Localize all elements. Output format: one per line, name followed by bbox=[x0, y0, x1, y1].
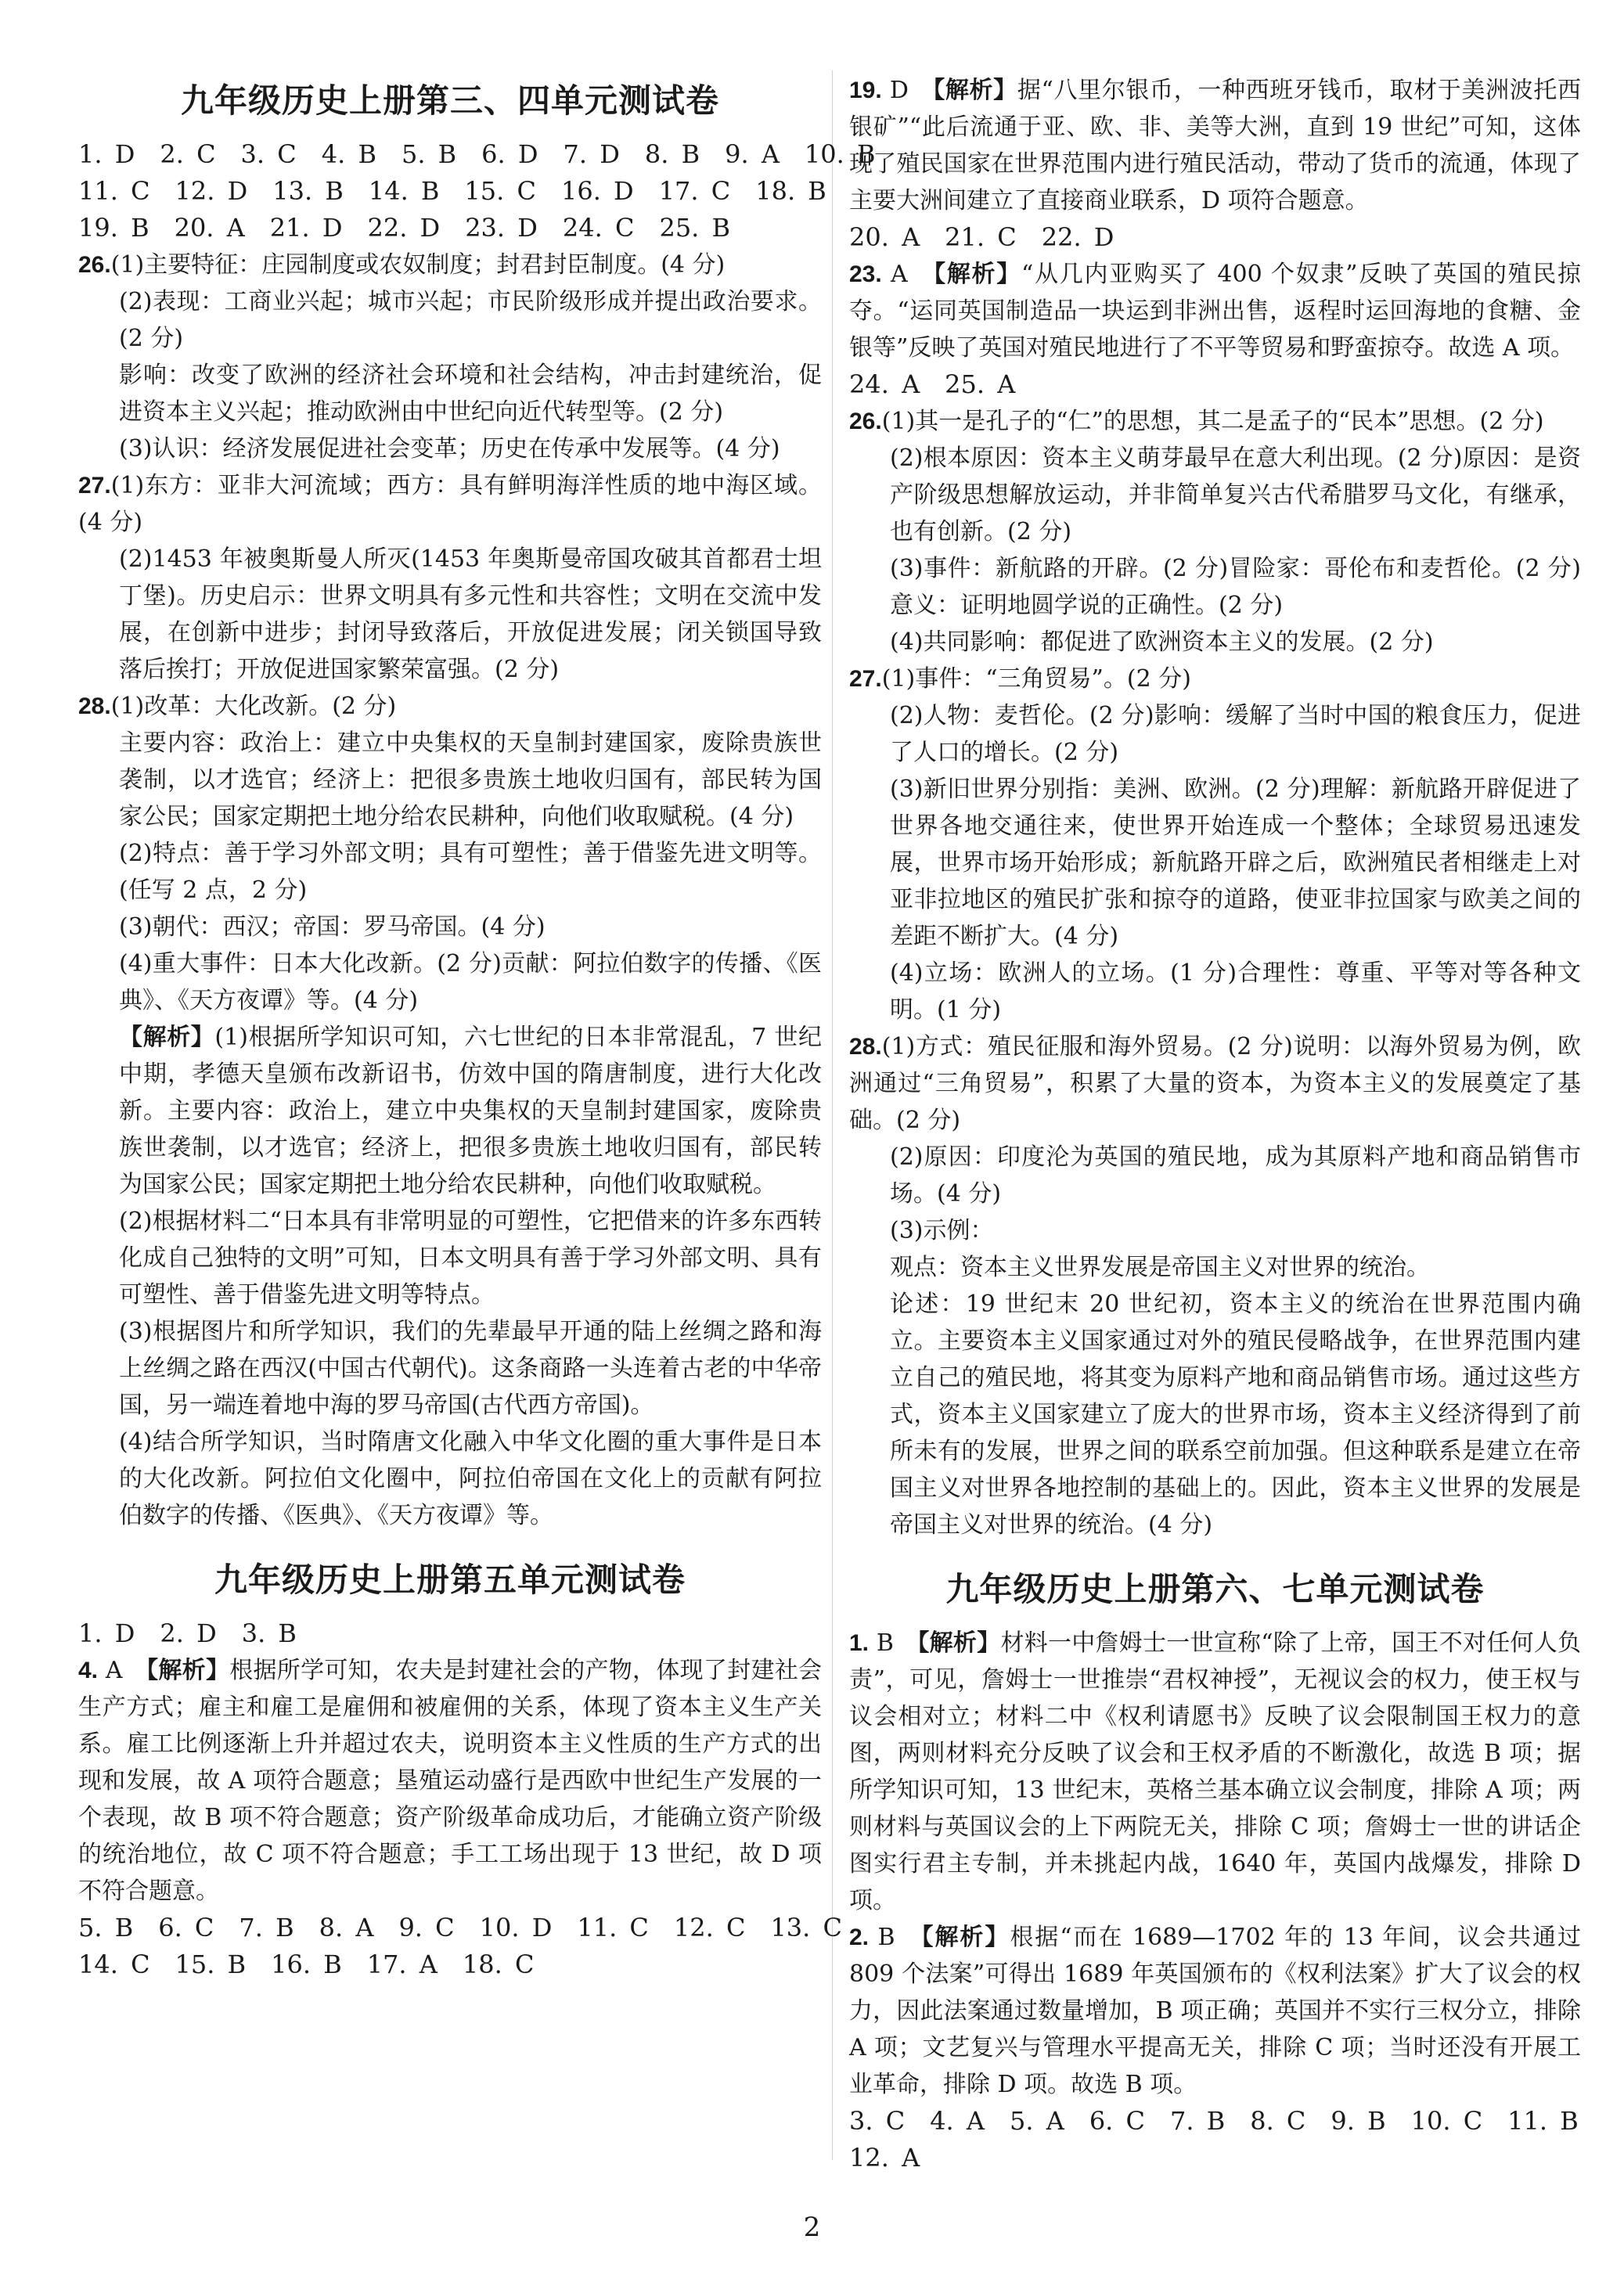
answer-row: 1. D 2. C 3. C 4. B 5. B 6. D 7. D 8. B 9. A 10. B bbox=[78, 139, 876, 169]
analysis-paragraph bbox=[78, 1019, 822, 1203]
section-title-unit-5: 九年级历史上册第五单元测试卷 bbox=[214, 1561, 686, 1599]
answer-line: (1)东方：亚非大河流域；西方：具有鲜明海洋性质的地中海区域。(4 分) bbox=[78, 472, 822, 536]
answer-line: 主要内容：政治上：建立中央集权的天皇制封建国家，废除贵族世袭制，以才选官；经济上：把很多贵族土地收归国有，部民转为国家公民；国家定期把土地分给农民耕种，向他们收取赋税。(4 分) bbox=[119, 729, 822, 830]
question-4 bbox=[78, 1652, 822, 1910]
answer-row: 12. A bbox=[849, 2143, 920, 2173]
answer-row: 24. A 25. A bbox=[849, 369, 1016, 399]
analysis-label: 【解析】 bbox=[933, 77, 1017, 104]
answer-line: (4)立场：欧洲人的立场。(1 分)合理性：尊重、平等对等各种文明。(1 分) bbox=[890, 959, 1581, 1024]
question-1 bbox=[849, 1625, 1581, 1919]
answer-line: (1)其一是孔子的“仁”的思想，其二是孟子的“民本”思想。(2 分) bbox=[881, 408, 1544, 435]
section-title-unit-3-4: 九年级历史上册第三、四单元测试卷 bbox=[180, 81, 719, 120]
answer-line: 论述：19 世纪末 20 世纪初，资本主义的统治在世界范围内确立。主要资本主义国家通过对外的殖民侵略战争，在世界范围内建立自己的殖民地，将其变为原料产地和商品销售市场。通过这些方式，资本主义国家建立了庞大的世界市场，资本主义经济得到了前所未有的发展，世界之间的联系空前加强。但这种联系是建立在帝国主义对世界各地控制的基础上的。因此，资本主义世界的发展是帝国主义对世界的统治。(4 分) bbox=[890, 1291, 1581, 1539]
question-number: 28. bbox=[849, 1034, 882, 1060]
answer-line: (1)事件：“三角贸易”。(2 分) bbox=[881, 665, 1191, 693]
answer-line: (2)原因：印度沦为英国的殖民地，成为其原料产地和商品销售市场。(4 分) bbox=[890, 1143, 1581, 1208]
answer-line: (3)示例： bbox=[890, 1217, 994, 1244]
question-number: 4. bbox=[78, 1658, 99, 1683]
answer-line: (3)认识：经济发展促进社会变革；历史在传承中发展等。(4 分) bbox=[119, 435, 780, 463]
question-number: 26. bbox=[849, 409, 882, 434]
question-2 bbox=[849, 1919, 1581, 2103]
answer-row: 1. D 2. D 3. B bbox=[78, 1618, 297, 1648]
question-26 bbox=[78, 247, 822, 467]
question-27-right bbox=[849, 661, 1581, 1028]
analysis-paragraph: (3)根据图片和所学知识，我们的先辈最早开通的陆上丝绸之路和海上丝绸之路在西汉(中国古代朝代)。这条商路一头连着古老的中华帝国，另一端连着地中海的罗马帝国(古代西方帝国)。 bbox=[119, 1318, 822, 1419]
analysis-label: 【解析】 bbox=[921, 1924, 1010, 1951]
column-divider bbox=[832, 70, 833, 2160]
analysis-text: 根据所学可知，农夫是封建社会的产物，体现了封建社会生产方式；雇主和雇工是雇佣和被雇佣的关系，体现了资本主义生产关系。雇工比例逐渐上升并超过农夫，说明资本主义性质的生产方式的出现和发展，故 A 项符合题意；垦殖运动盛行是西欧中世纪生产发展的一个表现，故 B 项不符合题意；资产阶级革命成功后，才能确立资产阶级的统治地位，故 C 项不符合题意；手工工场出现于 13 世纪，故 D 项不符合题意。 bbox=[78, 1657, 823, 1905]
answer-line: 影响：改变了欧洲的经济社会环境和社会结构，冲击封建统治，促进资本主义兴起；推动欧洲由中世纪向近代转型等。(2 分) bbox=[119, 362, 822, 426]
section-title-unit-6-7: 九年级历史上册第六、七单元测试卷 bbox=[945, 1570, 1485, 1608]
analysis-paragraph: (4)结合所学知识，当时隋唐文化融入中华文化圈的重大事件是日本的大化改新。阿拉伯文化圈中，阿拉伯帝国在文化上的贡献有阿拉伯数字的传播、《医典》、《天方夜谭》等。 bbox=[119, 1428, 822, 1529]
question-number: 1. bbox=[849, 1630, 870, 1656]
answer-row: 20. A 21. C 22. D bbox=[849, 222, 1114, 252]
question-number: 23. bbox=[849, 261, 882, 287]
analysis-label: 【解析】 bbox=[917, 1629, 1001, 1657]
analysis-label: 【解析】 bbox=[119, 1024, 215, 1051]
question-27 bbox=[78, 467, 822, 688]
analysis-text: 根据“而在 1689—1702 年的 13 年间，议会共通过 809 个法案”可得出 1689 年英国颁布的《权利法案》扩大了议会的权力，因此法案通过数量增加，B 项正确；英国并不实行三权分立，排除 A 项；文艺复兴与管理水平提高无关，排除 C 项；当时还没有开展工业革命，排除 D 项。故选 B 项。 bbox=[849, 1924, 1581, 2098]
answer-line: (1)主要特征：庄园制度或农奴制度；封君封臣制度。(4 分) bbox=[110, 251, 726, 279]
answer-choice: B bbox=[869, 1629, 918, 1657]
analysis-label: 【解析】 bbox=[934, 261, 1022, 288]
answer-row: 3. C 4. A 5. A 6. C 7. B 8. C 9. B 10. C 11. B bbox=[849, 2106, 1579, 2136]
answer-line: (4)共同影响：都促进了欧洲资本主义的发展。(2 分) bbox=[890, 628, 1434, 656]
question-28 bbox=[78, 688, 822, 1534]
page-number: 2 bbox=[803, 2212, 821, 2243]
answer-choice: D bbox=[881, 77, 934, 104]
left-column bbox=[78, 75, 876, 1983]
question-number: 27. bbox=[78, 473, 111, 499]
answer-choice: A bbox=[98, 1657, 147, 1684]
answer-row: 11. C 12. D 13. B 14. B 15. C 16. D 17. C 18. B bbox=[78, 176, 826, 206]
answer-line: (3)新旧世界分别指：美洲、欧洲。(2 分)理解：新航路开辟促进了世界各地交通往来，使世界开始连成一个整体；全球贸易迅速发展，世界市场开始形成；新航路开辟之后，欧洲殖民者相继走上对亚非拉地区的殖民扩张和掠夺的道路，使亚非拉国家与欧美之间的差距不断扩大。(4 分) bbox=[890, 776, 1581, 950]
right-column bbox=[849, 72, 1581, 2176]
question-number: 26. bbox=[78, 252, 111, 278]
answer-line: (3)事件：新航路的开辟。(2 分)冒险家：哥伦布和麦哲伦。(2 分)意义：证明地圆学说的正确性。(2 分) bbox=[890, 555, 1581, 619]
answer-line: 观点：资本主义世界发展是帝国主义对世界的统治。 bbox=[890, 1254, 1430, 1281]
answer-line: (3)朝代：西汉；帝国：罗马帝国。(4 分) bbox=[119, 913, 546, 941]
answer-line: (2)特点：善于学习外部文明；具有可塑性；善于借鉴先进文明等。(任写 2 点，2 分) bbox=[119, 840, 822, 904]
analysis-label: 【解析】 bbox=[146, 1657, 230, 1684]
answer-line: (4)重大事件：日本大化改新。(2 分)贡献：阿拉伯数字的传播、《医典》、《天方夜谭》等。(4 分) bbox=[119, 950, 822, 1014]
answers-unit-3-4 bbox=[78, 136, 876, 247]
answer-choice: A bbox=[881, 261, 934, 288]
analysis-text: 据“八里尔银币，一种西班牙钱币，取材于美洲波托西银矿”“此后流通于亚、欧、非、美等大洲，直到 19 世纪”可知，这体现了殖民国家在世界范围内进行殖民活动，带动了货币的流通，体现了主要大洲间建立了直接商业联系，D 项符合题意。 bbox=[849, 77, 1582, 214]
question-19 bbox=[849, 72, 1581, 219]
answer-choice: B bbox=[869, 1924, 922, 1951]
analysis-text: “从几内亚购买了 400 个奴隶”反映了英国的殖民掠夺。“运同英国制造品一块运到非洲出售，返程时运回海地的食糖、金银等”反映了英国对殖民地进行了不平等贸易和野蛮掠夺。故选 A 项。 bbox=[849, 261, 1582, 362]
analysis-text: 材料一中詹姆士一世宣称“除了上帝，国王不对任何人负责”，可见，詹姆士一世推崇“君权神授”，无视议会的权力，使王权与议会相对立；材料二中《权利请愿书》反映了议会限制国王权力的意图，两则材料充分反映了议会和王权矛盾的不断激化，故选 B 项；据所学知识可知，13 世纪末，英格兰基本确立议会制度，排除 A 项；两则材料与英国议会的上下两院无关，排除 C 项；詹姆士一世的讲话企图实行君主专制，并未挑起内战，1640 年，英国内战爆发，排除 D 项。 bbox=[849, 1629, 1581, 1914]
question-number: 28. bbox=[78, 693, 111, 719]
answer-line: (2)人物：麦哲伦。(2 分)影响：缓解了当时中国的粮食压力，促进了人口的增长。(2 分) bbox=[890, 702, 1581, 766]
question-23 bbox=[849, 256, 1581, 366]
question-number: 27. bbox=[849, 666, 882, 692]
answer-line: (1)改革：大化改新。(2 分) bbox=[110, 693, 397, 720]
question-number: 19. bbox=[849, 77, 882, 103]
answer-row: 19. B 20. A 21. D 22. D 23. D 24. C 25. B bbox=[78, 213, 731, 243]
answer-line: (2)1453 年被奥斯曼人所灭(1453 年奥斯曼帝国攻破其首都君士坦丁堡)。历史启示：世界文明具有多元性和共容性；文明在交流中发展，在创新中进步；封闭导致落后，开放促进发展；闭关锁国导致落后挨打；开放促进国家繁荣富强。(2 分) bbox=[119, 545, 822, 683]
answer-row: 14. C 15. B 16. B 17. A 18. C bbox=[78, 1950, 535, 1979]
question-26-right bbox=[849, 403, 1581, 661]
answer-line: (2)表现：工商业兴起；城市兴起；市民阶级形成并提出政治要求。(2 分) bbox=[119, 288, 822, 352]
analysis-text: (1)根据所学知识可知，六七世纪的日本非常混乱，7 世纪中期，孝德天皇颁布改新诏书，仿效中国的隋唐制度，进行大化改新。主要内容：政治上，建立中央集权的天皇制封建国家，废除贵族世袭制，以才选官；经济上，把很多贵族土地收归国有，部民转为国家公民；国家定期把土地分给农民耕种，向他们收取赋税。 bbox=[119, 1024, 823, 1198]
analysis-paragraph: (2)根据材料二“日本具有非常明显的可塑性，它把借来的许多东西转化成自己独特的文明”可知，日本文明具有善于学习外部文明、具有可塑性、善于借鉴先进文明等特点。 bbox=[119, 1208, 822, 1309]
answer-row: 5. B 6. C 7. B 8. A 9. C 10. D 11. C 12. C 13. C bbox=[78, 1913, 842, 1942]
question-28-right bbox=[849, 1028, 1581, 1543]
answer-line: (1)方式：殖民征服和海外贸易。(2 分)说明：以海外贸易为例，欧洲通过“三角贸易”，积累了大量的资本，为资本主义的发展奠定了基础。(2 分) bbox=[849, 1033, 1581, 1134]
question-number: 2. bbox=[849, 1924, 870, 1950]
answer-line: (2)根本原因：资本主义萌芽最早在意大利出现。(2 分)原因：是资产阶级思想解放运动，并非简单复兴古代希腊罗马文化，有继承，也有创新。(2 分) bbox=[890, 445, 1581, 545]
